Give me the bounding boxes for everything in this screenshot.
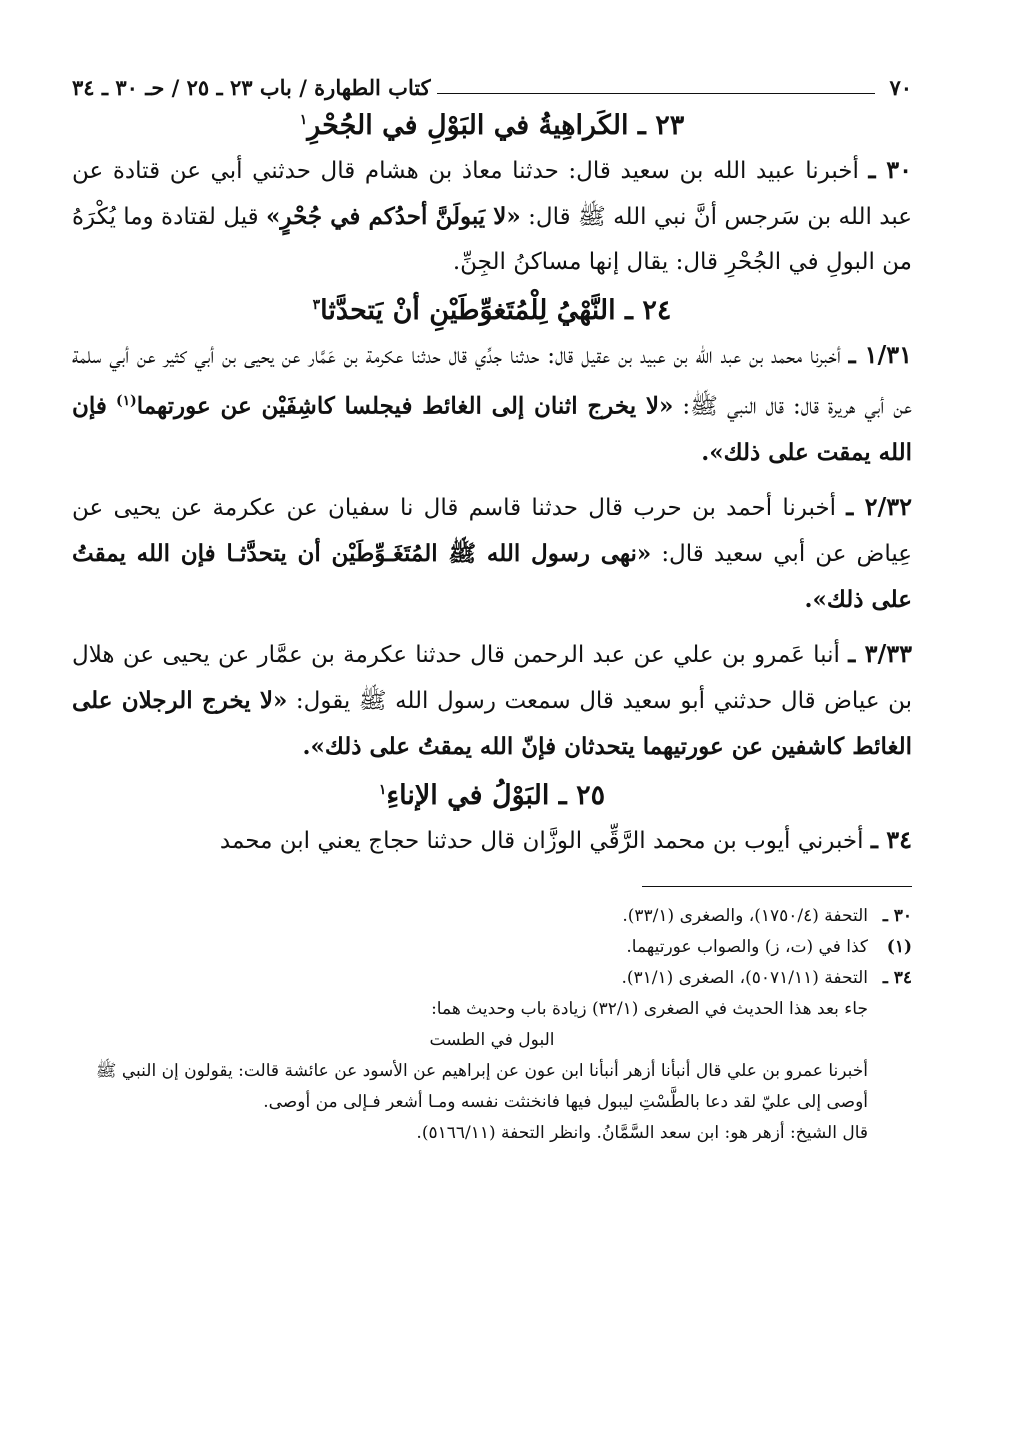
hadith-matn: «لا يخرج الرجلان على الغائط كاشفين عن عورتيهما يتحدثان فإنّ الله يمقتُ على ذلك». xyxy=(72,686,912,760)
section-heading-25 xyxy=(72,780,912,811)
hadith-commentary: قيل لقتادة وما يُكْرَهُ من البولِ في الجُحْرِ قال: يقال إنها مساكنُ الجِنِّ. xyxy=(72,204,912,275)
footnote-text: التحفة (٥٠٧١/١١)، الصغرى (٣١/١). xyxy=(621,967,868,988)
footnote-note: جاء بعد هذا الحديث في الصغرى (٣٢/١) زيادة باب وحديث هما: xyxy=(431,998,868,1019)
section-title: ٢٣ ـ الكَراهِيةُ في البَوْلِ في الجُحْرِ xyxy=(307,110,685,141)
hadith-31 xyxy=(72,332,912,476)
footnote-key: (١) xyxy=(886,936,912,957)
footnote-rule xyxy=(642,886,912,887)
section-title: ٢٤ ـ النَّهْيُ لِلْمُتَغوِّطَيْنِ أنْ يَتحدَّثا xyxy=(320,295,672,326)
page-number: ٧٠ xyxy=(889,75,912,100)
hadith-matn: «لا يخرج اثنان إلى الغائط فيجلسا كاشِفَيْن عن عورتهما xyxy=(136,392,674,420)
hadith-matn: «نهى رسول الله ﷺ المُتَغَـوِّطَيْن أن يتحدَّثـا فإن الله يمقتُ على ذلك». xyxy=(72,539,912,613)
section-heading-23 xyxy=(72,110,912,141)
footnote-ref: (١) xyxy=(115,393,137,409)
section-ref: ١ xyxy=(378,781,387,798)
footnote-text: كذا في (ت، ز) والصواب عورتيهما. xyxy=(626,936,868,957)
footnote-30 xyxy=(72,901,912,932)
hadith-number: ٣٤ ـ xyxy=(870,824,912,854)
header-rule xyxy=(437,93,876,94)
footnote-note-sheikh: قال الشيخ: أزهر هو: ابن سعد السَّمَّانُ. وانظر التحفة (٥١٦٦/١١). xyxy=(416,1122,868,1143)
hadith-34 xyxy=(72,817,912,864)
page-header xyxy=(72,60,912,100)
hadith-32 xyxy=(72,484,912,623)
hadith-30 xyxy=(72,147,912,285)
running-title: كتاب الطهارة / باب ٢٣ ـ ٢٥ / حـ ٣٠ ـ ٣٤ xyxy=(72,75,431,100)
footnote-note-hadith: أخبرنا عمرو بن علي قال أنبأنا أزهر أنبأنا ابن عون عن إبراهيم عن الأسود عن عائشة قالت: يقولون إن النبي ﷺ أوصى إلى عليّ لقد دعا بالطَّسْتِ ليبول فيها فانخنثت نفسه ومـا أشعر فـإلى من أوصى. xyxy=(95,1060,868,1112)
section-title: ٢٥ ـ البَوْلُ في الإناءِ xyxy=(386,779,606,811)
hadith-isnad: أخبرنا محمد بن عبد الله بن عبيد بن عقيل قال: حدثنا جدِّي قال حدثنا عكرمة بن عَمَّار عن يحيى بن أبي كثير عن أبي سلمة عن أبي هريرة قال: قال النبي ﷺ: xyxy=(72,343,912,420)
book-page xyxy=(72,60,912,1149)
hadith-33 xyxy=(72,631,912,770)
hadith-isnad: أخبرني أيوب بن محمد الرَّقِّي الوزَّان قال حدثنا حجاج يعني ابن محمد xyxy=(219,827,864,854)
hadith-matn: «لا يَبولَنَّ أحدُكم في جُحْرٍ» xyxy=(266,203,521,230)
hadith-isnad: أنبا عَمرو بن علي عن عبد الرحمن قال حدثنا عكرمة بن عمَّار عن يحيى عن هلال بن عياض قال حدثني أبو سعيد قال سمعت رسول الله ﷺ يقول: xyxy=(72,641,912,714)
hadith-number: ٣/٣٣ ـ xyxy=(848,638,913,668)
footnote-key: ٣٠ ـ xyxy=(882,905,912,926)
section-ref: ١ xyxy=(299,112,308,128)
hadith-number: ٢/٣٢ ـ xyxy=(846,491,913,521)
footnote-1 xyxy=(72,932,912,963)
section-heading-24 xyxy=(72,295,912,326)
hadith-number: ٣٠ ـ xyxy=(868,155,913,184)
hadith-matn-continued: فإن الله يمقت على ذلك». xyxy=(72,392,912,466)
footnote-note-title: البول في الطست xyxy=(429,1029,555,1050)
section-ref: ٣ xyxy=(312,297,321,313)
footnote-key: ٣٤ ـ xyxy=(882,967,912,988)
hadith-isnad: أخبرنا أحمد بن حرب قال حدثنا قاسم قال نا سفيان عن عكرمة عن يحيى عن عِياض عن أبي سعيد قال: xyxy=(72,494,913,567)
footnote-34 xyxy=(72,963,912,994)
hadith-number: ١/٣١ ـ xyxy=(848,340,913,369)
footnotes xyxy=(72,901,912,1149)
footnote-text: التحفة (١٧٥٠/٤)، والصغرى (٣٣/١). xyxy=(622,905,868,926)
hadith-isnad: أخبرنا عبيد الله بن سعيد قال: حدثنا معاذ بن هشام قال حدثني أبي عن قتادة عن عبد الله بن سَرجس أنَّ نبي الله ﷺ قال: xyxy=(72,158,912,230)
